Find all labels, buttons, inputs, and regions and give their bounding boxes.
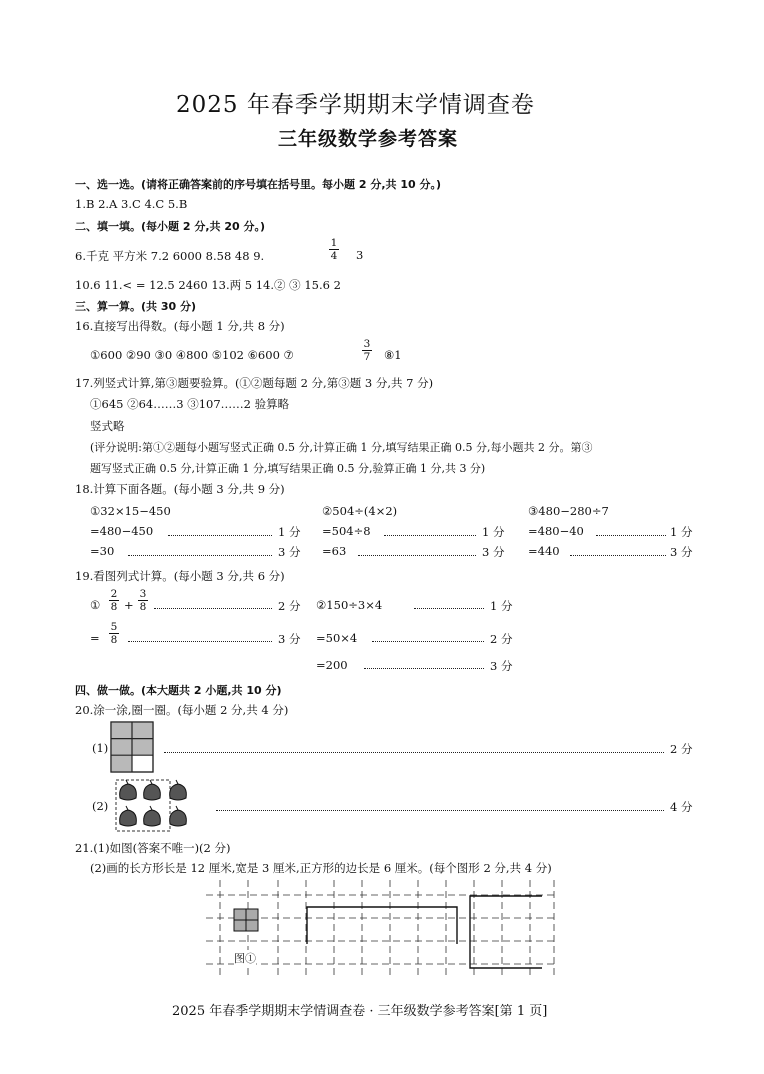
peach-icon	[144, 780, 161, 800]
q17-eval-line1: (评分说明:第①②题每小题写竖式正确 0.5 分,计算正确 1 分,填写结果正确 0.5 分,每小题共 2 分。第③	[90, 441, 593, 454]
drawing-grid-figure	[206, 880, 558, 976]
q19-a-pts2: 3 分	[278, 632, 301, 646]
peaches-circle-figure	[114, 778, 194, 834]
q19-b-expr: ②150÷3×4	[316, 598, 383, 612]
fraction-denominator: 7	[363, 351, 371, 363]
q19-fraction-3-8	[137, 588, 149, 613]
q18-col2-pts2: 3 分	[482, 545, 505, 559]
peach-icon	[170, 780, 187, 800]
rectangle-shape	[307, 907, 457, 944]
fraction-numerator: 3	[363, 338, 371, 350]
section2-line2: 10.6 11.< = 12.5 2460 13.两 5 14.② ③ 15.6 2	[75, 278, 341, 292]
q19-fraction-2-8	[108, 588, 120, 613]
q18-col2-expr: ②504÷(4×2)	[322, 504, 398, 518]
q18-col1-pts1: 1 分	[278, 525, 301, 539]
page-footer: 2025 年春季学期期末学情调查卷 · 三年级数学参考答案[第 1 页]	[172, 1004, 548, 1019]
q18-col3-step2: =440	[528, 544, 560, 558]
q19-b-step2: =200	[316, 658, 348, 672]
dotted-leader	[384, 535, 476, 536]
q19-a-eq: =	[90, 631, 100, 645]
q20-pts-1: 2 分	[670, 742, 693, 756]
q18-col1-pts2: 3 分	[278, 545, 301, 559]
section-heading-3: 三、算一算。(共 30 分)	[75, 300, 197, 313]
peach-icon	[120, 780, 137, 800]
q17-answers: ①645 ②64……3 ③107……2 验算略	[90, 397, 290, 411]
q17-note: 竖式略	[90, 419, 125, 433]
dotted-leader	[168, 535, 272, 536]
dotted-leader	[570, 555, 666, 556]
peach-icon	[170, 806, 187, 826]
q18-col1-step2: =30	[90, 544, 115, 558]
section-heading-2: 二、填一填。(每小题 2 分,共 20 分。)	[75, 220, 266, 233]
q18-col2-step1: =504÷8	[322, 524, 371, 538]
page-subtitle: 三年级数学参考答案	[278, 128, 459, 150]
dotted-leader	[414, 608, 484, 609]
q20-label-2: (2)	[92, 799, 109, 813]
dotted-leader	[358, 555, 476, 556]
q20-pts-2: 4 分	[670, 800, 693, 814]
dotted-leader	[364, 668, 484, 669]
square-shape	[470, 896, 542, 968]
section-heading-1: 一、选一选。(请将正确答案前的序号填在括号里。每小题 2 分,共 10 分。)	[75, 178, 442, 191]
dotted-leader	[164, 752, 664, 753]
q16-title: 16.直接写出得数。(每小题 1 分,共 8 分)	[75, 319, 285, 333]
q18-col3-step1: =480−40	[528, 524, 584, 538]
fraction-denominator: 4	[330, 250, 338, 262]
fraction-numerator: 5	[110, 621, 118, 633]
dotted-leader	[596, 535, 666, 536]
q19-plus: +	[124, 598, 134, 612]
dotted-leader	[128, 641, 272, 642]
figure-label: 图①	[234, 952, 256, 965]
fraction-numerator: 3	[139, 588, 147, 600]
dotted-leader	[216, 810, 664, 811]
section1-answers: 1.B 2.A 3.C 4.C 5.B	[75, 197, 188, 211]
peach-icon	[120, 806, 137, 826]
fraction-denominator: 8	[139, 601, 147, 613]
q18-col3-pts1: 1 分	[670, 525, 693, 539]
q19-fraction-5-8	[108, 621, 120, 646]
fraction-denominator: 8	[110, 601, 118, 613]
q19-a-pts1: 2 分	[278, 599, 301, 613]
fraction-9	[328, 237, 340, 262]
q20-label-1: (1)	[92, 741, 109, 755]
q19-b-pts1: 1 分	[490, 599, 513, 613]
dotted-leader	[154, 608, 272, 609]
small-square-shape	[234, 909, 258, 931]
q18-title: 18.计算下面各题。(每小题 3 分,共 9 分)	[75, 482, 285, 496]
section-heading-4: 四、做一做。(本大题共 2 小题,共 10 分)	[75, 684, 282, 697]
q17-eval-line2: 题写竖式正确 0.5 分,计算正确 1 分,填写结果正确 0.5 分,验算正确 1 分,共 3 分)	[90, 462, 486, 475]
section2-line1: 6.千克 平方米 7.2 6000 8.58 48 9.	[75, 249, 265, 263]
peach-icon	[144, 806, 161, 826]
q19-title: 19.看图列式计算。(每小题 3 分,共 6 分)	[75, 569, 285, 583]
q18-col2-step2: =63	[322, 544, 347, 558]
fraction-denominator: 8	[110, 634, 118, 646]
q18-col3-expr: ③480−280÷7	[528, 504, 609, 518]
page-title: 2025 年春季学期期末学情调查卷	[176, 92, 535, 118]
q16-answers: ①600 ②90 ③0 ④800 ⑤102 ⑥600 ⑦	[90, 348, 294, 362]
dotted-leader	[372, 641, 484, 642]
q19-b-pts3: 3 分	[490, 659, 513, 673]
fraction-numerator: 2	[110, 588, 118, 600]
q19-b-step1: =50×4	[316, 631, 358, 645]
q18-col1-expr: ①32×15−450	[90, 504, 171, 518]
fraction-numerator: 1	[330, 237, 338, 249]
q19-a-prefix: ①	[90, 598, 101, 612]
q16-answers-end: ⑧1	[384, 348, 402, 362]
q19-b-pts2: 2 分	[490, 632, 513, 646]
q18-col2-pts1: 1 分	[482, 525, 505, 539]
q17-title: 17.列竖式计算,第③题要验算。(①②题每题 2 分,第③题 3 分,共 7 分)	[75, 376, 434, 390]
fraction-7	[361, 338, 373, 363]
dotted-leader	[128, 555, 272, 556]
shaded-grid-figure	[110, 721, 154, 773]
q18-col1-step1: =480−450	[90, 524, 154, 538]
section2-line1-end: 3	[356, 248, 364, 262]
q21-line1: 21.(1)如图(答案不唯一)(2 分)	[75, 841, 231, 855]
q21-line2: (2)画的长方形长是 12 厘米,宽是 3 厘米,正方形的边长是 6 厘米。(每个图形 2 分,共 4 分)	[90, 861, 552, 875]
q18-col3-pts2: 3 分	[670, 545, 693, 559]
q20-title: 20.涂一涂,圈一圈。(每小题 2 分,共 4 分)	[75, 703, 289, 717]
